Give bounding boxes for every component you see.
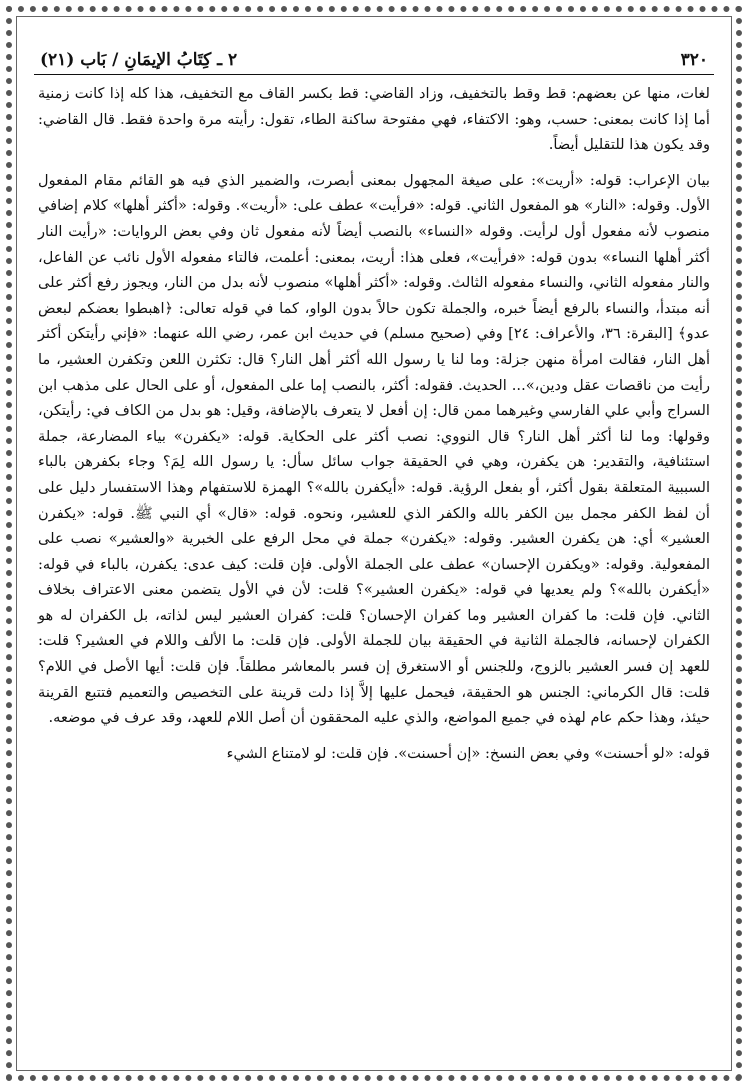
- page-header: [34, 36, 714, 75]
- running-title: ٢ ـ كِتَابُ الإيمَانِ / بَاب (٢١): [40, 50, 238, 70]
- paragraph-lexical: لغات، منها عن بعضهم: قط وقط بالتخفيف، وزاد القاضي: قط بكسر القاف مع التخفيف، هذا كله إذا كانت زمنية أما إذا كانت بمعنى: حسب، وهو: الاكتفاء، فهي مفتوحة ساكنة الطاء، تقول: رأيته مرة واحدة فقط. قال القاضي: وقد يكون هذا للتقليل أيضاً.: [38, 85, 710, 154]
- page-body: [34, 75, 714, 766]
- paragraph-continuation: قوله: «لو أحسنت» وفي بعض النسخ: «إن أحسنت». فإن قلت: لو لامتناع الشيء: [226, 744, 710, 762]
- paragraph-grammar: بيان الإعراب: قوله: «أريت»: على صيغة المجهول بمعنى أبصرت، والضمير الذي فيه هو القائم مقام المفعول الأول. وقوله: «النار» هو المفعول الثاني. قوله: «فرأيت» عطف على: «أريت». وقوله: «أكثر أهلها» كلام إضافي منصوب لأنه مفعول أول لرأيت. وقوله «النساء» بالنصب أيضاً لأنه مفعول ثان وفي بعض الروايات: «رأيت النار أكثر أهلها النساء» بدون قوله: «فرأيت»، فعلى هذا: أريت، بمعنى: أعلمت، فالتاء مفعوله الأول نائب عن الفاعل، والنار مفعوله الثاني، والنساء مفعوله الثالث. وقوله: «أكثر أهلها» منصوب لأنه بدل من النار، ويجوز رفع أكثر على أنه مبتدأ، والنساء بالرفع أيضاً خبره، والجملة تكون حالاً بدون الواو، كما في قوله تعالى: ﴿اهبطوا بعضكم لبعض عدو﴾ [البقرة: ٣٦، والأعراف: ٢٤] وفي (صحيح مسلم) في حديث ابن عمر، رضي الله عنهما: «فإني رأيتكن أكثر أهل النار، فقالت امرأة منهن جزلة: وما لنا يا رسول الله أكثر أهل النار؟ قال: تكثرن اللعن وتكفرن العشير، ما رأيت من ناقصات عقل ودين،»... الحديث. فقوله: أكثر، بالنصب إما على المفعول، أو على الحال على مذهب ابن السراج وأبي علي الفارسي وغيرهما ممن قال: إن أفعل لا يتعرف بالإضافة، وقيل: هو بدل من الكاف في: رأيتكن، وقولها: وما لنا أكثر أهل النار؟ قال النووي: نصب أكثر على الحكاية. قوله: «يكفرن» بياء المضارعة، جملة استئنافية، والتقدير: هن يكفرن، وهي في الحقيقة جواب سائل سأل: يا رسول الله لِمَ؟ وجاء بكفرهن بالباء السببية المتعلقة بقول أكثر، أو بفعل الرؤية. قوله: «أيكفرن بالله»؟ الهمزة للاستفهام وهذا الاستفسار دليل على أن لفظ الكفر مجمل بين الكفر بالله والكفر الذي للعشير، ونحوه. قوله: «قال» أي النبي ﷺ. قوله: «يكفرن العشير» أي: هن يكفرن العشير. وقوله: «يكفرن» جملة في محل الرفع على الخبرية «والعشير» نصب على المفعولية. وقوله: «ويكفرن الإحسان» عطف على الجملة الأولى. فإن قلت: كيف عدى: يكفرن، بالباء في قوله: «أيكفرن بالله»؟ ولم يعديها في قوله: «يكفرن العشير»؟ قلت: لأن في الأول يتضمن معنى الاعتراف بخلاف الثاني. فإن قلت: ما كفران العشير وما كفران الإحسان؟ قلت: كفران العشير ليس لذاته، بل الكفران له هو الكفران لإحسانه، فالجملة الثانية في الحقيقة بيان للجملة الأولى. فإن قلت: ما الألف واللام في العشير؟ قلت: للعهد إن فسر العشير بالزوج، وللجنس أو الاستغرق إن فسر بالمعاشر مطلقاً. فإن قلت: أيها الأصل في اللام؟ قلت: قال الكرماني: الجنس هو الحقيقة، فيحمل عليها إلاَّ إذا دلت قرينة على التخصيص والتعميم فتتبع القرينة حيئذ، وهذا حكم عام لهذه في جميع المواضع، والذي عليه المحققون أن أصل اللام للعهد، وقد عرف في موضعه.: [38, 171, 711, 727]
- page-number: ٣٢٠: [680, 50, 708, 70]
- book-page: [34, 36, 714, 1066]
